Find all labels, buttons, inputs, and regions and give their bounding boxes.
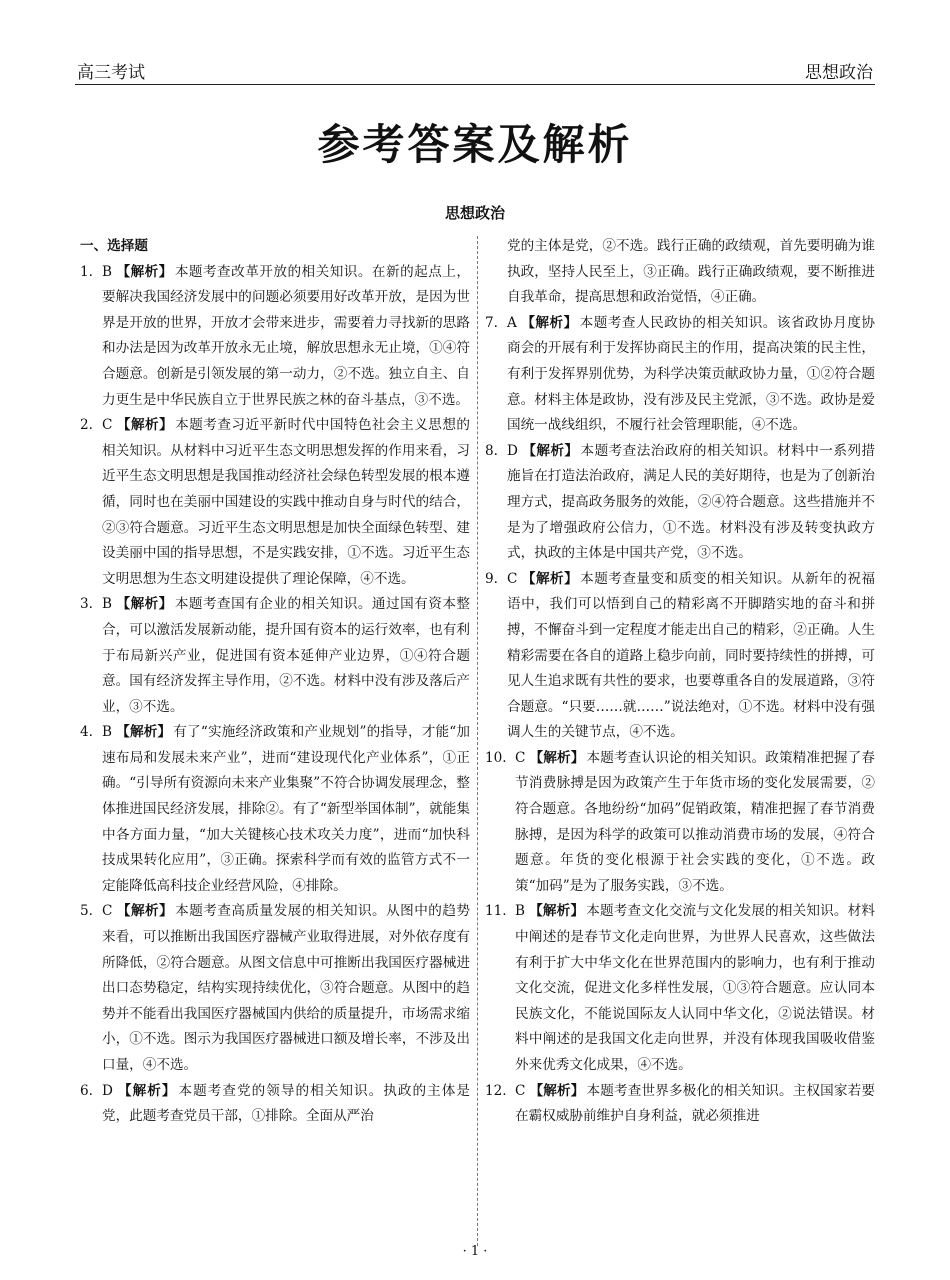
analysis-tag: 【解析】 (529, 903, 585, 920)
answer-item (80, 1079, 470, 1130)
analysis-text: 本题考查法治政府的相关知识。材料中一系列措施旨在打造法治政府，满足人民的美好期待，也是为了创新治理方式，提高政务服务的效能，②④符合题意。这些措施并不是为了增强政府公信力，①不选。材料没有涉及转变执政方式，执政的主体是中国共产党，③不选。 (507, 442, 875, 562)
answer-body (102, 592, 470, 720)
answer-letter: C (102, 417, 113, 434)
analysis-tag: 【解析】 (521, 442, 579, 459)
answer-item (80, 899, 470, 1078)
answer-letter: D (102, 1082, 113, 1099)
answer-body (102, 260, 470, 414)
continued-text: 党的主体是党，②不选。践行正确的政绩观，首先要明确为谁执政，坚持人民至上，③正确。践行正确政绩观，要不断推进自我革命，提高思想和政治觉悟，④正确。 (507, 238, 875, 306)
analysis-text: 本题考查改革开放的相关知识。在新的起点上，要解决我国经济发展中的问题必须要用好改革开放，是因为世界是开放的世界，开放才会带来进步，需要着力寻找新的思路和办法是因为改革开放永无止境，解放思想永无止境，①④符合题意。创新是引领发展的第一动力，②不选。独立自主、自力更生是中华民族自立于世界民族之林的奋斗基点，③不选。 (102, 263, 471, 408)
answer-letter: B (102, 263, 112, 280)
answer-body (102, 413, 470, 592)
answer-item (485, 439, 875, 567)
page-number: · 1 · (462, 1244, 488, 1259)
answer-body (515, 899, 875, 1078)
analysis-tag: 【解析】 (116, 1082, 177, 1099)
answer-body (515, 1079, 875, 1130)
analysis-text: 有了“实施经济政策和产业规划”的指导，才能“加速布局和发展未来产业”，进而“建设现代化产业体系”，①正确。“引导所有资源向未来产业集聚”不符合协调发展理念，整体推进国民经济发展，排除②。有了“新型举国体制”，就能集中各方面力量，“加大关键核心技术攻关力度”，进而“加快科技成果转化应用”，③正确。探索科学而有效的监管方式不一定能降低高科技企业经营风险，④排除。 (102, 724, 470, 894)
answer-item (80, 260, 470, 414)
analysis-text: 本题考查习近平新时代中国特色社会主义思想的相关知识。从材料中习近平生态文明思想发挥的作用来看，习近平生态文明思想是我国推动经济社会绿色转型发展的根本遵循，同时也在美丽中国建设的实践中推动自身与时代的结合，②③符合题意。习近平生态文明思想是加快全面绿色转型、建设美丽中国的指导思想，不是实践安排，①不选。习近平生态文明思想为生态文明建设提供了理论保障，④不选。 (102, 417, 471, 587)
analysis-tag: 【解析】 (116, 417, 174, 434)
analysis-text: 本题考查世界多极化的相关知识。主权国家若要在霸权威胁前维护自身利益，就必须推进 (515, 1082, 875, 1125)
answer-body (102, 899, 470, 1078)
left-column (80, 234, 470, 1130)
answer-letter: A (507, 314, 517, 331)
answer-item (485, 899, 875, 1078)
answer-body (515, 746, 875, 900)
analysis-tag: 【解析】 (116, 903, 174, 920)
answer-letter: B (515, 903, 525, 920)
question-number: 12. (485, 1082, 507, 1099)
answer-letter: C (507, 570, 518, 587)
page-header (75, 52, 875, 85)
answer-letter: B (102, 596, 112, 613)
answer-item (80, 592, 470, 720)
analysis-tag: 【解析】 (116, 596, 173, 613)
answer-item (80, 413, 470, 592)
question-number: 2. (80, 417, 93, 434)
right-item-list (485, 311, 875, 1130)
analysis-text: 本题考查文化交流与文化发展的相关知识。材料中阐述的是春节文化走向世界，为世界人民喜欢，这些做法有利于扩大中华文化在世界范围内的影响力，也有利于推动文化交流，促进文化多样性发展，①③符合题意。应认同本民族文化，不能说国际友人认同中华文化，②说法错误。材料中阐述的是我国文化走向世界，并没有体现我国吸收借鉴外来优秀文化成果，④不选。 (515, 903, 876, 1073)
left-item-list (80, 260, 470, 1130)
answer-item (485, 746, 875, 900)
answer-letter: C (515, 749, 526, 766)
analysis-text: 本题考查认识论的相关知识。政策精准把握了春节消费脉搏是因为政策产生于年货市场的变化发展需要，②符合题意。各地纷纷“加码”促销政策，精准把握了春节消费脉搏，是因为科学的政策可以推动消费市场的发展，④符合题意。年货的变化根源于社会实践的变化，①不选。政策“加码”是为了服务实践，③不选。 (515, 749, 875, 894)
column-divider (477, 236, 478, 1246)
question-number: 9. (485, 570, 498, 587)
analysis-tag: 【解析】 (116, 263, 173, 280)
question-number: 6. (80, 1082, 93, 1099)
analysis-tag: 【解析】 (116, 724, 172, 741)
answer-body (102, 720, 470, 899)
header-left: 高三考试 (77, 63, 145, 83)
answer-letter: D (507, 442, 518, 459)
answer-letter: C (515, 1082, 526, 1099)
analysis-text: 本题考查量变和质变的相关知识。从新年的祝福语中，我们可以悟到自己的精彩离不开脚踏实地的奋斗和拼搏，不懈奋斗到一定程度才能走出自己的精彩，②正确。人生精彩需要在各自的道路上稳步向前，同时要持续性的拼搏，可见人生追求既有共性的要求，也要尊重各自的发展道路，③符合题意。“只要……就……”说法绝对，①不选。材料中没有强调人生的关键节点，④不选。 (507, 570, 876, 741)
answer-item (485, 311, 875, 439)
answer-body (507, 567, 875, 746)
analysis-tag: 【解析】 (529, 749, 585, 766)
analysis-text: 本题考查国有企业的相关知识。通过国有资本整合，可以激活发展新动能，提升国有资本的运行效率，也有利于布局新兴产业，促进国有资本延伸产业边界，①④符合题意。国有经济发挥主导作用，②不选。材料中没有涉及落后产业，③不选。 (102, 596, 471, 715)
analysis-tag: 【解析】 (521, 570, 579, 587)
analysis-tag: 【解析】 (529, 1082, 585, 1099)
answer-item (80, 720, 470, 899)
answer-letter: B (102, 724, 112, 741)
question-number: 8. (485, 442, 498, 459)
page-title: 参考答案及解析 (317, 120, 633, 169)
analysis-text: 本题考查高质量发展的相关知识。从图中的趋势来看，可以推断出我国医疗器械产业取得进展，对外依存度有所降低，②符合题意。从图文信息中可推断出我国医疗器械进出口态势稳定，结构实现持续优化，③符合题意。从图中的趋势并不能看出我国医疗器械国内供给的质量提升，市场需求缩小，①不选。图示为我国医疗器械进口额及增长率，不涉及出口量，④不选。 (102, 903, 471, 1073)
question-number: 3. (80, 596, 93, 613)
answer-item (485, 1079, 875, 1130)
answer-body (507, 311, 875, 439)
analysis-tag: 【解析】 (520, 314, 578, 331)
header-right: 思想政治 (805, 63, 873, 83)
question-number: 10. (485, 749, 507, 766)
analysis-text: 本题考查人民政协的相关知识。该省政协月度协商会的开展有利于发挥协商民主的作用，提高决策的民主性，有利于发挥界别优势，为科学决策贡献政协力量，①②符合题意。材料主体是政协，没有涉及民主党派，③不选。政协是爱国统一战线组织，不履行社会管理职能，④不选。 (507, 314, 876, 434)
answer-body (102, 1079, 470, 1130)
answer-body (507, 439, 875, 567)
right-column (485, 234, 875, 1130)
question-number: 1. (80, 263, 93, 280)
question-number: 5. (80, 903, 93, 920)
answer-item (485, 567, 875, 746)
analysis-text: 本题考查党的领导的相关知识。执政的主体是党，此题考查党员干部，①排除。全面从严治 (102, 1082, 471, 1125)
question-number: 11. (485, 903, 507, 920)
subject-heading: 思想政治 (444, 204, 505, 222)
section-heading: 一、选择题 (80, 238, 148, 254)
question-number: 7. (485, 314, 498, 331)
question-number: 4. (80, 724, 93, 741)
answer-letter: C (102, 903, 113, 920)
